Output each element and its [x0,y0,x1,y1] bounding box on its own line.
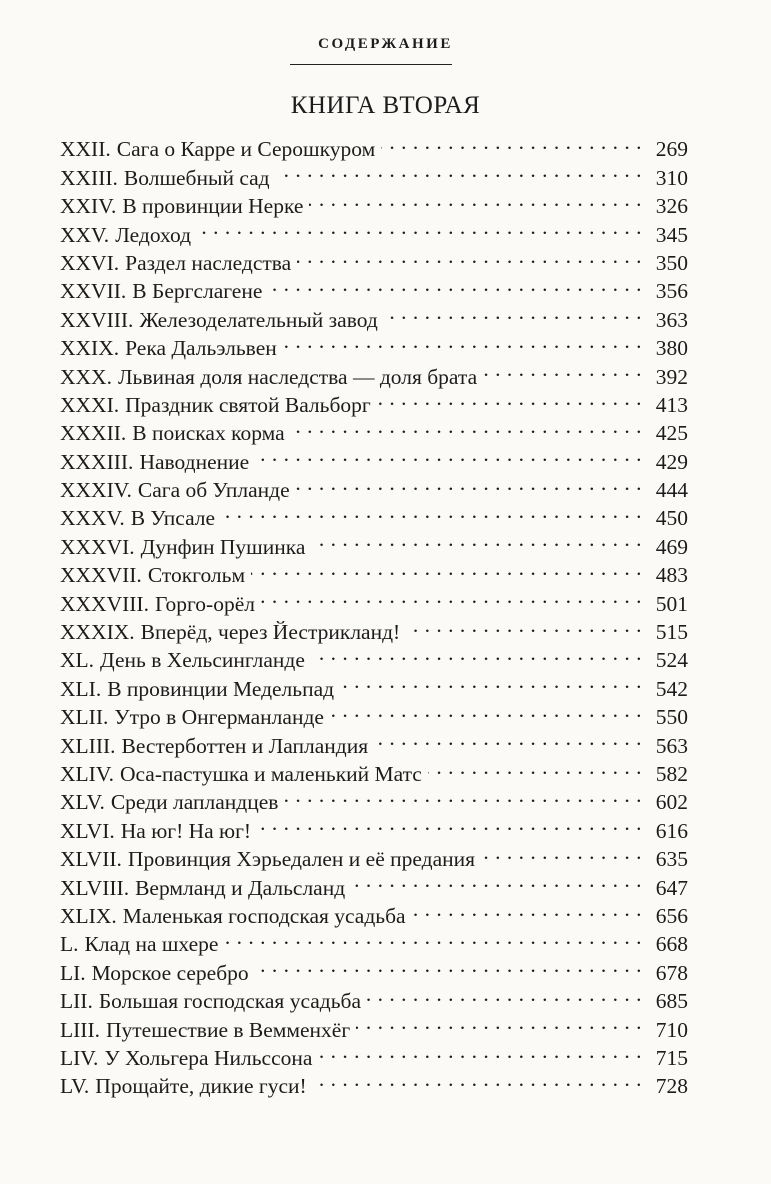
page-number: 668 [655,932,688,957]
chapter-title: Сага об Упланде [137,478,290,503]
page-number: 380 [655,336,688,361]
chapter-title: Сага о Карре и Серошкуром [116,137,376,162]
dot-leader [377,384,642,412]
chapter-title: Раздел наследства [125,250,292,275]
dot-leader [197,213,642,241]
page-number: 602 [655,790,688,815]
chapter-number: XXIX. [60,336,120,361]
chapter-number: XLV. [60,790,105,815]
chapter-title: Львиная доля наследства — доля брата [117,364,478,389]
page-number: 444 [655,478,688,503]
dot-leader [340,667,642,695]
chapter-number: XLVIII. [60,875,130,900]
page-number: 710 [655,1017,688,1042]
dot-leader [483,355,642,383]
page-number: 326 [655,194,688,219]
chapter-number: XL. [60,648,95,673]
chapter-title: Вермланд и Дальсланд [135,875,346,900]
chapter-title: Река Дальэльвен [125,336,277,361]
dot-leader [428,753,642,781]
page-number: 483 [655,563,688,588]
page-number: 616 [655,818,688,843]
chapter-title: В Бергслагене [132,279,263,304]
chapter-number: XXVI. [60,250,120,275]
dot-leader [313,1065,642,1093]
chapter-title: Вестерботтен и Лапландия [121,733,369,758]
chapter-title: Волшебный сад [123,165,270,190]
chapter-number: XLIX. [60,903,117,928]
page-number: 450 [655,506,688,531]
chapter-number: XXX. [60,364,112,389]
chapter-title: У Хольгера Нильссона [104,1045,313,1070]
chapter-number: XXV. [60,222,110,247]
chapter-number: XXXVII. [60,563,142,588]
chapter-title: Наводнение [139,449,250,474]
chapter-number: XLVII. [60,847,122,872]
chapter-number: XXXII. [60,421,127,446]
page-number: 501 [655,591,688,616]
page-number: 429 [655,449,688,474]
chapter-title: В провинции Медельпад [107,676,335,701]
chapter-title: Ледоход [115,222,192,247]
chapter-number: XXXVIII. [60,591,149,616]
chapter-title: Оса-пастушка и маленький Матс [119,761,422,786]
chapter-number: XXXVI. [60,534,135,559]
chapter-title: Горго-орёл [154,591,255,616]
dot-leader [406,611,642,639]
chapter-number: XXVII. [60,279,127,304]
chapter-title: Дунфин Пушинка [140,534,306,559]
page-number: 310 [655,165,688,190]
chapter-number: LIV. [60,1045,99,1070]
dot-leader [351,866,642,894]
header-rule [290,64,452,65]
page-number: 269 [655,137,688,162]
chapter-title: Стокгольм [147,563,246,588]
page-number: 635 [655,847,688,872]
page-number: 550 [655,705,688,730]
page-number: 582 [655,761,688,786]
chapter-number: XLVI. [60,818,115,843]
page-number: 515 [655,620,688,645]
chapter-title: Вперёд, через Йестрикланд! [140,620,401,645]
dot-leader [318,1037,642,1065]
page-number: 678 [655,960,688,985]
chapter-title: Провинция Хэрьедален и её предания [127,847,476,872]
dot-leader [276,156,642,184]
chapter-title: В провинции Нерке [122,194,304,219]
chapter-title: Железоделательный завод [139,307,378,332]
chapter-number: XXXIV. [60,478,132,503]
page-number: 524 [655,648,688,673]
page-number: 715 [655,1045,688,1070]
dot-leader [261,582,642,610]
dot-leader [221,497,642,525]
chapter-number: XXXIX. [60,620,135,645]
page-number: 542 [655,676,688,701]
dot-leader [384,298,642,326]
dot-leader [356,1008,642,1036]
chapter-title: На юг! На юг! [120,818,252,843]
dot-leader [255,951,642,979]
chapter-title: День в Хельсингланде [100,648,305,673]
chapter-number: XXXI. [60,392,120,417]
dot-leader [381,128,642,156]
chapter-number: XXVIII. [60,307,134,332]
dot-leader [412,895,642,923]
chapter-number: XXII. [60,137,111,162]
chapter-number: XXIV. [60,194,117,219]
dot-leader [291,412,642,440]
chapter-number: L. [60,932,79,957]
dot-leader [224,923,642,951]
chapter-number: LII. [60,989,93,1014]
dot-leader [255,440,642,468]
chapter-number: XLII. [60,705,109,730]
chapter-title: Морское серебро [91,960,249,985]
running-head: СОДЕРЖАНИЕ [318,36,453,52]
dot-leader [251,554,642,582]
chapter-number: LV. [60,1074,90,1099]
dot-leader [297,242,642,270]
dot-leader [367,980,642,1008]
dot-leader [257,809,642,837]
page-number: 728 [655,1074,688,1099]
chapter-title: Прощайте, дикие гуси! [95,1074,307,1099]
chapter-number: XXXIII. [60,449,134,474]
page-number: 392 [655,364,688,389]
chapter-number: XLIII. [60,733,116,758]
table-of-contents [60,128,688,1099]
chapter-title: Праздник святой Вальборг [125,392,371,417]
page-number: 345 [655,222,688,247]
chapter-number: XLI. [60,676,102,701]
chapter-title: Клад на шхере [84,932,219,957]
chapter-number: XXXV. [60,506,125,531]
dot-leader [283,327,642,355]
dot-leader [296,469,642,497]
dot-leader [374,724,642,752]
dot-leader [284,781,642,809]
dot-leader [268,270,642,298]
chapter-title: Утро в Онгерманланде [114,705,324,730]
chapter-number: LIII. [60,1017,100,1042]
chapter-number: XXIII. [60,165,118,190]
page-number: 469 [655,534,688,559]
toc-entry[interactable] [60,128,688,162]
chapter-title: Большая господская усадьба [98,989,362,1014]
chapter-title: В Упсале [130,506,216,531]
section-title: КНИГА ВТОРАЯ [290,92,481,119]
page-number: 647 [655,875,688,900]
page-number: 363 [655,307,688,332]
dot-leader [481,838,642,866]
dot-leader [309,185,642,213]
chapter-number: LI. [60,960,86,985]
page-number: 656 [655,903,688,928]
chapter-title: В поисках корма [132,421,285,446]
chapter-number: XLIV. [60,761,114,786]
page-number: 425 [655,421,688,446]
chapter-title: Среди лапландцев [110,790,279,815]
dot-leader [330,696,642,724]
page-number: 413 [655,392,688,417]
page-number: 350 [655,250,688,275]
page-number: 563 [655,733,688,758]
chapter-title: Маленькая господская усадьба [122,903,406,928]
chapter-title: Путешествие в Вемменхёг [106,1017,351,1042]
dot-leader [311,639,642,667]
page-number: 685 [655,989,688,1014]
page-number: 356 [655,279,688,304]
dot-leader [311,525,642,553]
